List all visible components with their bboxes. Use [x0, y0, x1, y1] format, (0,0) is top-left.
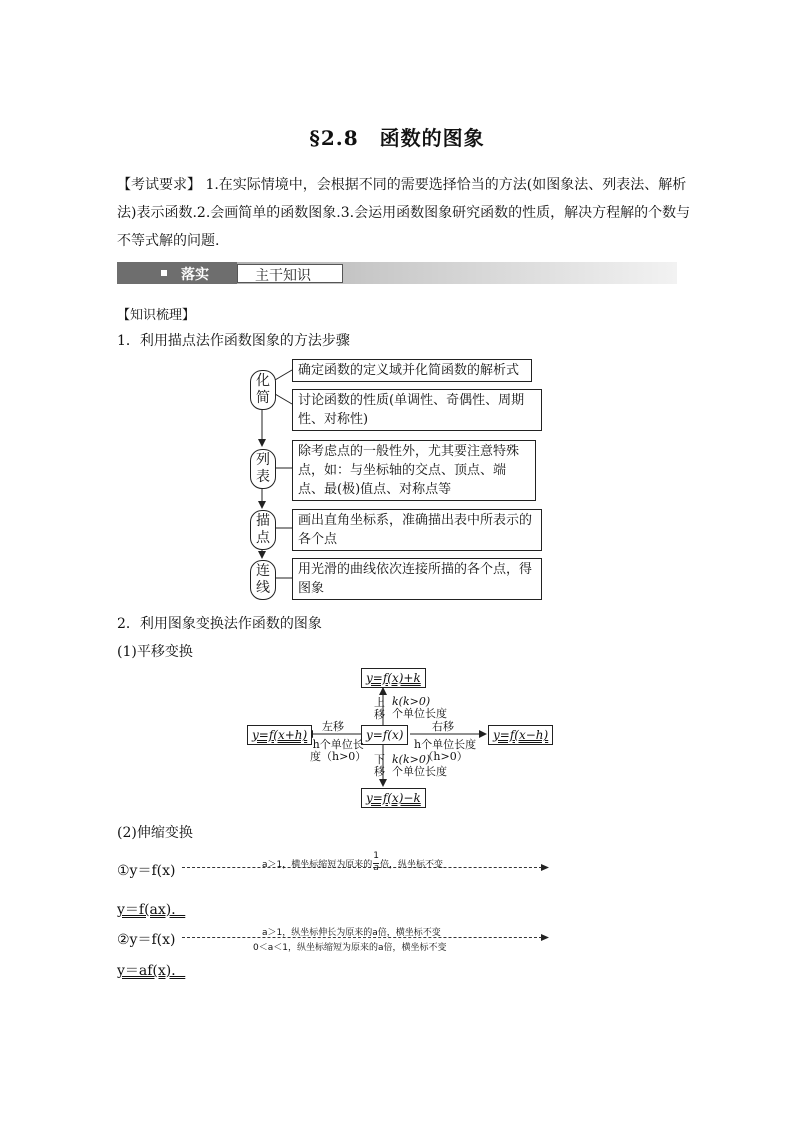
left-move-label: 左移 — [322, 720, 344, 733]
section-name: 主干知识 — [255, 268, 311, 284]
exam-requirements-line3: 不等式解的问题. — [117, 233, 220, 249]
scaling2-condition-below: 0＜a＜1，纵坐标缩短为原来的a倍，横坐标不变 — [253, 943, 447, 953]
page-title: §2.8 函数的图象 — [309, 126, 485, 150]
section-tag: 落实 — [181, 267, 209, 283]
knowledge-label: 【知识梳理】 — [117, 308, 196, 323]
formula-down: y=f(x)−k — [361, 788, 426, 808]
scaling1-start: ①y＝f(x) — [117, 863, 176, 879]
scaling1-fraction: $\frac{1}{a}$ — [373, 851, 379, 873]
translation-heading: (1)平移变换 — [117, 644, 193, 660]
exam-requirements-line1: 【考试要求】 1.在实际情境中，会根据不同的需要选择恰当的方法(如图象法、列表法、解析 — [117, 177, 687, 193]
exam-requirements-line2: 法)表示函数.2.会画简单的函数图象.3.会运用函数图象研究函数的性质，解决方程解的个数与 — [117, 205, 691, 221]
step-node-plot: 描 点 — [250, 510, 276, 550]
exam-label: 【考试要求】 — [117, 177, 201, 193]
step-box-draw-axes: 画出直角坐标系，准确描出表中所表示的各个点 — [292, 509, 542, 551]
formula-center: y=f(x) — [361, 725, 408, 745]
up-move-label: 上 移 — [374, 696, 385, 721]
item1-heading: 1．利用描点法作函数图象的方法步骤 — [117, 333, 350, 349]
step-box-properties: 讨论函数的性质(单调性、奇偶性、周期性、对称性) — [292, 389, 542, 431]
step-box-domain: 确定函数的定义域并化简函数的解析式 — [292, 359, 532, 382]
step-node-tabulate: 列 表 — [250, 449, 276, 489]
step-node-connect: 连 线 — [250, 560, 276, 600]
scaling2-condition-above: a＞1，纵坐标伸长为原来的a倍，横坐标不变 — [262, 928, 441, 938]
scaling1-result: y＝f(ax)． — [117, 902, 186, 918]
left-move-desc: h个单位长 度（h>0） — [310, 738, 367, 763]
formula-left: y=f(x+h) — [247, 725, 312, 745]
step-box-smooth-curve: 用光滑的曲线依次连接所描的各个点，得图象 — [292, 558, 542, 600]
scaling2-result: y＝af(x)． — [117, 963, 186, 979]
item2-heading: 2．利用图象变换法作函数的图象 — [117, 616, 322, 632]
right-move-label: 右移 — [432, 720, 454, 733]
step-node-simplify: 化 简 — [250, 370, 276, 410]
right-move-desc: h个单位长度 （h>0） — [414, 738, 477, 763]
step-box-special-points: 除考虑点的一般性外，尤其要注意特殊点，如：与坐标轴的交点、顶点、端点、最(极)值点、对称点等 — [292, 440, 536, 501]
up-move-desc: k(k>0) 个单位长度 — [392, 695, 447, 720]
scaling-heading: (2)伸缩变换 — [117, 825, 193, 841]
formula-right: y=f(x−h) — [488, 725, 553, 745]
formula-up: y=f(x)+k — [361, 668, 426, 688]
down-move-label: 下 移 — [374, 753, 385, 778]
scaling1-condition: a＞1，横坐标缩短为原来的 $\frac{1}{a}$ 倍，纵坐标不变 — [262, 851, 443, 873]
down-move-desc: k(k>0) 个单位长度 — [392, 753, 447, 778]
scaling2-start: ②y＝f(x) — [117, 932, 176, 948]
